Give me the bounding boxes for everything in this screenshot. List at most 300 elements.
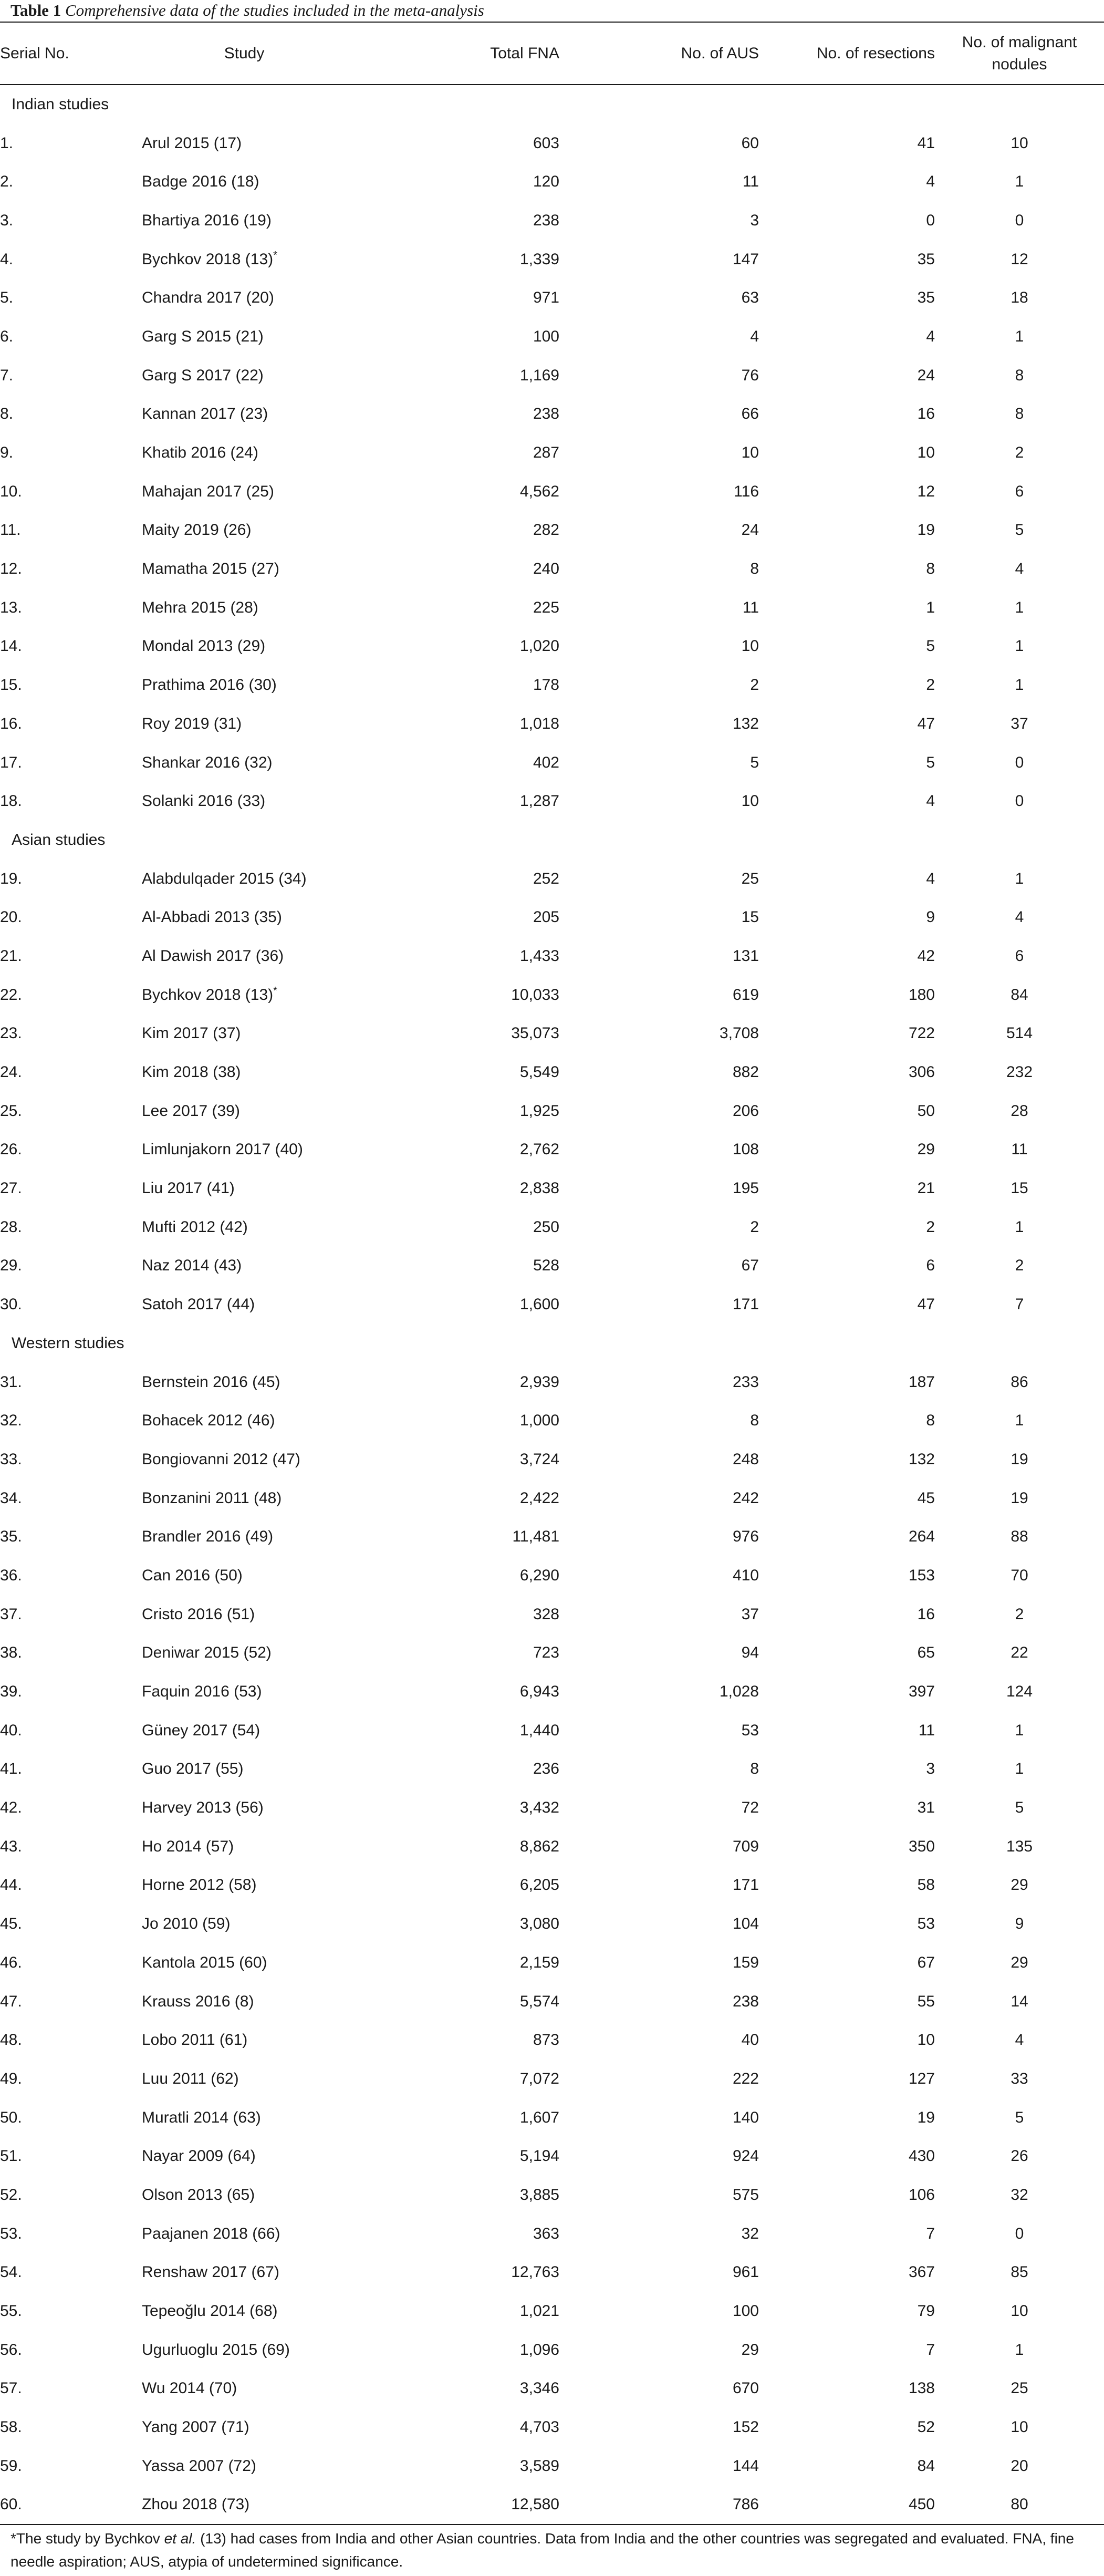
cell-study [142,2253,347,2292]
cell-resections: 2 [926,1218,935,1236]
cell-total-fna: 250 [533,1218,559,1236]
cell-total-fna: 723 [533,1644,559,1662]
cell-serial: 23. [0,1025,22,1042]
cell-aus: 10 [741,792,759,810]
table-row [0,1131,1104,1170]
table-row [0,1440,1104,1479]
cell-study [142,240,347,279]
cell-resections: 4 [926,870,935,887]
cell-study [142,2292,347,2331]
cell-serial: 45. [0,1915,22,1933]
cell-serial: 11. [0,521,21,539]
cell-total-fna: 240 [533,560,559,578]
cell-aus: 94 [741,1644,759,1662]
cell-malignant: 10 [1011,2418,1028,2436]
cell-aus: 144 [732,2457,759,2475]
cell-resections: 65 [917,1644,935,1662]
cell-study [142,2137,347,2176]
header-row [0,23,1104,85]
cell-resections: 397 [908,1683,935,1701]
cell-serial: 41. [0,1760,22,1778]
cell-total-fna: 2,939 [519,1373,559,1391]
cell-aus: 63 [741,289,759,307]
header-total-fna: Total FNA [347,23,559,85]
cell-resections: 50 [917,1102,935,1120]
study-name: Luu 2011 (62) [142,2070,239,2087]
cell-malignant: 32 [1011,2186,1028,2203]
cell-resections: 180 [908,986,935,1003]
table-row [0,201,1104,240]
cell-aus: 32 [741,2225,759,2242]
cell-resections: 31 [917,1799,935,1817]
cell-resections: 67 [917,1953,935,1971]
cell-aus: 976 [732,1528,759,1546]
cell-total-fna: 873 [533,2031,559,2049]
cell-malignant: 5 [1015,2108,1024,2126]
cell-study [142,743,347,782]
study-name: Ugurluoglu 2015 (69) [142,2341,290,2358]
cell-malignant: 0 [1015,2225,1024,2242]
study-name: Lobo 2011 (61) [142,2031,248,2049]
table-row [0,511,1104,550]
cell-serial: 53. [0,2225,22,2242]
cell-resections: 21 [917,1180,935,1197]
table-row [0,627,1104,666]
study-name: Mufti 2012 (42) [142,1218,248,1236]
cell-study [142,1208,347,1247]
cell-total-fna: 2,159 [519,1953,559,1971]
table-row [0,705,1104,743]
cell-study [142,356,347,395]
group-title: Asian studies [12,831,106,849]
cell-study [142,201,347,240]
study-name: Arul 2015 (17) [142,134,242,152]
cell-resections: 187 [908,1373,935,1391]
table-row [0,1247,1104,1286]
cell-aus: 5 [750,753,759,771]
cell-resections: 55 [917,1992,935,2010]
study-name: Mehra 2015 (28) [142,598,258,616]
cell-total-fna: 10,033 [511,986,559,1003]
cell-malignant: 26 [1011,2147,1028,2165]
study-name: Muratli 2014 (63) [142,2108,261,2126]
cell-aus: 206 [732,1102,759,1120]
cell-total-fna: 1,339 [519,250,559,268]
study-name: Mondal 2013 (29) [142,637,266,655]
table-row [0,472,1104,511]
cell-study [142,1053,347,1092]
cell-study [142,1440,347,1479]
cell-aus: 24 [741,521,759,539]
study-name: Bychkov 2018 (13) [142,250,274,268]
cell-aus: 222 [732,2070,759,2087]
cell-study [142,278,347,317]
cell-study [142,1711,347,1750]
cell-study [142,937,347,976]
cell-aus: 140 [732,2108,759,2126]
cell-malignant: 11 [1011,1141,1028,1158]
table-row [0,1517,1104,1556]
cell-total-fna: 3,589 [519,2457,559,2475]
cell-total-fna: 528 [533,1257,559,1275]
cell-aus: 76 [741,366,759,384]
cell-total-fna: 236 [533,1760,559,1778]
cell-malignant: 6 [1015,482,1024,500]
cell-resections: 45 [917,1489,935,1507]
study-name: Al-Abbadi 2013 (35) [142,908,282,926]
cell-resections: 153 [908,1566,935,1584]
footnote-etal: et al. [164,2530,196,2547]
table-row [0,2370,1104,2408]
cell-serial: 7. [0,366,14,384]
cell-total-fna: 6,943 [519,1683,559,1701]
cell-aus: 4 [750,327,759,345]
cell-malignant: 29 [1011,1953,1028,1971]
study-name: Jo 2010 (59) [142,1915,231,1933]
cell-malignant: 1 [1015,1218,1024,1236]
cell-serial: 21. [0,947,22,965]
cell-aus: 159 [732,1953,759,1971]
table-row [0,1672,1104,1711]
cell-total-fna: 35,073 [511,1025,559,1042]
cell-resections: 47 [917,715,935,732]
cell-study [142,2370,347,2408]
cell-total-fna: 1,925 [519,1102,559,1120]
table-row [0,2176,1104,2215]
table-row [0,976,1104,1015]
cell-study [142,550,347,588]
cell-malignant: 22 [1011,1644,1028,1662]
footnote-rest: (13) had cases from India and other Asian countries. Data from India and the other countries was segregated and evaluated. FNA, fine needle aspiration; AUS, atypia of undetermined significance. [11,2530,1074,2570]
cell-resections: 138 [908,2380,935,2397]
cell-aus: 882 [732,1063,759,1081]
cell-malignant: 85 [1011,2263,1028,2281]
cell-aus: 924 [732,2147,759,2165]
cell-serial: 15. [0,676,22,694]
table-row [0,1866,1104,1905]
cell-malignant: 29 [1011,1876,1028,1894]
footnote-star: * [11,2530,16,2547]
table-row [0,2253,1104,2292]
table-row [0,2021,1104,2060]
header-serial: Serial No. [0,23,142,85]
study-name: Mamatha 2015 (27) [142,560,279,578]
cell-total-fna: 100 [533,327,559,345]
cell-aus: 53 [741,1721,759,1739]
cell-resections: 16 [917,405,935,423]
table-row [0,1827,1104,1866]
table-row [0,317,1104,356]
cell-study [142,1827,347,1866]
cell-malignant: 124 [1006,1683,1033,1701]
cell-malignant: 15 [1011,1180,1028,1197]
study-name: Kim 2017 (37) [142,1025,241,1042]
table-row [0,1401,1104,1440]
study-name: Roy 2019 (31) [142,715,242,732]
study-name: Renshaw 2017 (67) [142,2263,279,2281]
study-name: Bonzanini 2011 (48) [142,1489,282,1507]
cell-serial: 35. [0,1528,22,1546]
cell-aus: 29 [741,2341,759,2358]
cell-total-fna: 282 [533,521,559,539]
footnote-lead: The study by Bychkov [16,2530,164,2547]
cell-malignant: 5 [1015,1799,1024,1817]
cell-total-fna: 971 [533,289,559,307]
cell-serial: 6. [0,327,14,345]
cell-serial: 54. [0,2263,22,2281]
cell-study [142,1363,347,1402]
study-name: Shankar 2016 (32) [142,753,273,771]
table-row [0,2447,1104,2486]
cell-aus: 786 [559,2486,759,2525]
table-footnote [11,2527,1092,2573]
cell-serial: 2. [0,173,14,191]
cell-total-fna: 225 [533,598,559,616]
cell-malignant: 10 [1011,134,1028,152]
cell-serial: 55. [0,2302,22,2320]
cell-malignant: 4 [1015,2031,1024,2049]
cell-resections: 53 [917,1915,935,1933]
cell-total-fna: 4,562 [519,482,559,500]
table-row [0,356,1104,395]
cell-resections: 4 [926,327,935,345]
table-row [0,1363,1104,1402]
study-name: Naz 2014 (43) [142,1257,242,1275]
cell-total-fna: 328 [533,1605,559,1623]
cell-total-fna: 238 [533,405,559,423]
cell-resections: 19 [917,521,935,539]
cell-total-fna: 3,080 [519,1915,559,1933]
cell-total-fna: 363 [533,2225,559,2242]
study-name: Kannan 2017 (23) [142,405,268,423]
cell-resections: 19 [917,2108,935,2126]
cell-aus: 248 [732,1450,759,1468]
cell-aus: 410 [732,1566,759,1584]
cell-study [142,2408,347,2447]
study-name: Olson 2013 (65) [142,2186,255,2203]
cell-serial: 9. [0,444,14,462]
table-row [0,1015,1104,1053]
cell-malignant: 1 [1015,1721,1024,1739]
cell-malignant: 135 [1006,1837,1033,1855]
cell-resections: 106 [908,2186,935,2203]
asterisk-marker: * [273,249,277,261]
cell-aus: 233 [732,1373,759,1391]
cell-resections: 6 [926,1257,935,1275]
cell-aus: 2 [750,1218,759,1236]
cell-serial: 33. [0,1450,22,1468]
study-name: Brandler 2016 (49) [142,1528,274,1546]
cell-study [142,1634,347,1673]
cell-serial: 58. [0,2418,22,2436]
cell-total-fna: 1,020 [519,637,559,655]
cell-aus: 195 [732,1180,759,1197]
cell-total-fna: 1,287 [519,792,559,810]
cell-serial: 28. [0,1218,22,1236]
cell-resections: 4 [926,792,935,810]
study-name: Garg S 2017 (22) [142,366,264,384]
study-name: Liu 2017 (41) [142,1180,235,1197]
study-name: Zhou 2018 (73) [142,2496,250,2513]
cell-malignant: 12 [1011,250,1028,268]
table-row [0,1595,1104,1634]
cell-study [142,1672,347,1711]
cell-serial: 34. [0,1489,22,1507]
cell-resections: 350 [908,1837,935,1855]
cell-resections: 722 [908,1025,935,1042]
cell-malignant: 1 [1015,327,1024,345]
cell-aus: 2 [750,676,759,694]
study-name: Al Dawish 2017 (36) [142,947,284,965]
cell-study [142,433,347,472]
cell-total-fna: 178 [533,676,559,694]
cell-malignant: 20 [1011,2457,1028,2475]
cell-study [142,1092,347,1131]
study-name: Bongiovanni 2012 (47) [142,1450,300,1468]
cell-study [142,627,347,666]
table-row [0,2060,1104,2098]
cell-study [142,2021,347,2060]
cell-study [142,1401,347,1440]
cell-serial: 17. [0,753,22,771]
cell-malignant: 84 [1011,986,1028,1003]
table-row [0,1711,1104,1750]
table-row [0,1208,1104,1247]
cell-aus: 8 [750,560,759,578]
cell-aus: 8 [750,1412,759,1430]
cell-study [142,472,347,511]
cell-serial: 27. [0,1180,22,1197]
cell-aus: 72 [741,1799,759,1817]
study-name: Garg S 2015 (21) [142,327,264,345]
cell-serial: 51. [0,2147,22,2165]
cell-aus: 11 [742,598,759,616]
study-name: Can 2016 (50) [142,1566,243,1584]
cell-study [142,1943,347,1982]
cell-serial: 48. [0,2031,22,2049]
cell-study [142,898,347,937]
cell-study [142,976,347,1015]
cell-serial: 52. [0,2186,22,2203]
cell-total-fna: 3,432 [519,1799,559,1817]
cell-aus: 131 [732,947,759,965]
cell-total-fna: 205 [533,908,559,926]
cell-aus: 100 [732,2302,759,2320]
cell-resections: 5 [926,637,935,655]
cell-study [142,1015,347,1053]
cell-aus: 66 [741,405,759,423]
cell-malignant: 6 [1015,947,1024,965]
study-name: Bernstein 2016 (45) [142,1373,280,1391]
table-row [0,124,1104,163]
cell-malignant: 2 [1015,1257,1024,1275]
cell-study [142,317,347,356]
study-name: Chandra 2017 (20) [142,289,274,307]
cell-serial: 57. [0,2380,22,2397]
cell-serial: 46. [0,1953,22,1971]
cell-serial: 39. [0,1683,22,1701]
study-name: Mahajan 2017 (25) [142,482,274,500]
cell-study [142,1131,347,1170]
cell-study [142,1595,347,1634]
cell-total-fna: 5,194 [519,2147,559,2165]
cell-serial: 25. [0,1102,22,1120]
cell-total-fna: 4,703 [519,2418,559,2436]
cell-total-fna: 3,346 [519,2380,559,2397]
cell-total-fna: 5,549 [519,1063,559,1081]
cell-total-fna: 1,600 [519,1296,559,1313]
header-aus: No. of AUS [559,23,759,85]
cell-aus: 238 [732,1992,759,2010]
study-name: Deniwar 2015 (52) [142,1644,272,1662]
table-row [0,550,1104,588]
cell-serial: 22. [0,986,22,1003]
cell-study [142,1247,347,1286]
study-name: Faquin 2016 (53) [142,1683,262,1701]
cell-aus: 1,028 [719,1683,759,1701]
study-name: Kantola 2015 (60) [142,1953,267,1971]
cell-malignant: 2 [1015,444,1024,462]
header-malignant-line1: No. of malignant [962,33,1077,51]
cell-total-fna: 12,580 [347,2486,559,2525]
cell-resections: 5 [926,753,935,771]
study-name: Maity 2019 (26) [142,521,252,539]
cell-resections: 430 [908,2147,935,2165]
cell-aus: 15 [741,908,759,926]
table-row [0,860,1104,898]
study-name: Tepeoğlu 2014 (68) [142,2302,278,2320]
cell-malignant: 0 [1015,792,1024,810]
study-name: Harvey 2013 (56) [142,1799,264,1817]
cell-study [142,588,347,627]
cell-serial: 37. [0,1605,22,1623]
cell-aus: 10 [741,444,759,462]
cell-resections: 0 [926,211,935,229]
cell-aus: 242 [732,1489,759,1507]
table-caption [11,1,484,20]
cell-serial: 8. [0,405,14,423]
cell-total-fna: 1,000 [519,1412,559,1430]
cell-study [142,1750,347,1789]
cell-malignant: 8 [1015,366,1024,384]
table-row [0,782,1104,821]
group-title: Western studies [12,1334,124,1352]
cell-resections: 264 [908,1528,935,1546]
study-name: Limlunjakorn 2017 (40) [142,1141,303,1158]
cell-malignant: 88 [1011,1528,1028,1546]
cell-total-fna: 2,762 [519,1141,559,1158]
table-row [0,395,1104,434]
cell-malignant: 37 [1011,715,1028,732]
cell-total-fna: 7,072 [519,2070,559,2087]
cell-malignant: 1 [1015,2341,1024,2358]
cell-malignant: 19 [1011,1489,1028,1507]
study-name: Prathima 2016 (30) [142,676,277,694]
cell-resections: 35 [917,250,935,268]
cell-aus: 152 [732,2418,759,2436]
group-header-row [0,85,1104,124]
cell-resections: 367 [908,2263,935,2281]
cell-serial: 60. [0,2486,142,2525]
cell-serial: 14. [0,637,22,655]
study-name: Bychkov 2018 (13) [142,986,274,1003]
cell-resections: 58 [917,1876,935,1894]
group-header-row [0,1324,1104,1363]
cell-resections: 1 [926,598,935,616]
table-row [0,2137,1104,2176]
cell-resections: 9 [926,908,935,926]
cell-total-fna: 1,096 [519,2341,559,2358]
